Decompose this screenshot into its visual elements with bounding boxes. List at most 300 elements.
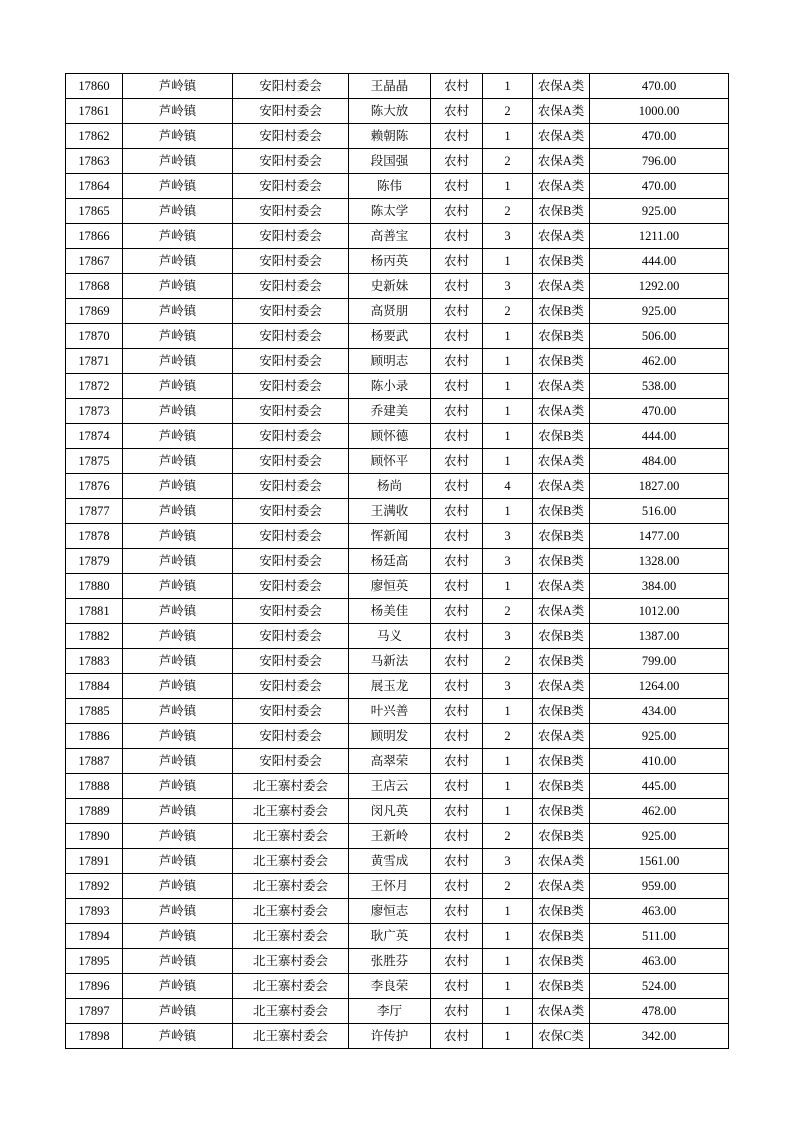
cell-person-name: 王怀月 bbox=[349, 874, 431, 899]
cell-record-id: 17861 bbox=[66, 99, 123, 124]
cell-person-name: 王满收 bbox=[349, 499, 431, 524]
cell-amount: 925.00 bbox=[590, 299, 729, 324]
table-row bbox=[66, 124, 729, 149]
cell-village-committee: 北王寨村委会 bbox=[233, 924, 349, 949]
cell-village-committee: 安阳村委会 bbox=[233, 624, 349, 649]
cell-residence-type: 农村 bbox=[431, 849, 483, 874]
cell-person-count: 1 bbox=[483, 774, 533, 799]
cell-person-name: 陈太学 bbox=[349, 199, 431, 224]
cell-insurance-category: 农保B类 bbox=[533, 749, 590, 774]
cell-village-committee: 北王寨村委会 bbox=[233, 974, 349, 999]
cell-residence-type: 农村 bbox=[431, 399, 483, 424]
cell-amount: 444.00 bbox=[590, 249, 729, 274]
cell-person-count: 1 bbox=[483, 374, 533, 399]
cell-person-name: 顾怀德 bbox=[349, 424, 431, 449]
cell-person-name: 顾明发 bbox=[349, 724, 431, 749]
cell-insurance-category: 农保B类 bbox=[533, 199, 590, 224]
cell-residence-type: 农村 bbox=[431, 474, 483, 499]
cell-person-count: 1 bbox=[483, 249, 533, 274]
cell-person-name: 杨要武 bbox=[349, 324, 431, 349]
cell-record-id: 17882 bbox=[66, 624, 123, 649]
cell-insurance-category: 农保A类 bbox=[533, 149, 590, 174]
table-row bbox=[66, 324, 729, 349]
table-row bbox=[66, 99, 729, 124]
cell-town: 芦岭镇 bbox=[123, 74, 233, 99]
cell-residence-type: 农村 bbox=[431, 574, 483, 599]
cell-amount: 462.00 bbox=[590, 799, 729, 824]
table-row bbox=[66, 624, 729, 649]
cell-person-count: 1 bbox=[483, 574, 533, 599]
cell-village-committee: 北王寨村委会 bbox=[233, 824, 349, 849]
cell-person-count: 1 bbox=[483, 399, 533, 424]
cell-amount: 444.00 bbox=[590, 424, 729, 449]
cell-village-committee: 安阳村委会 bbox=[233, 224, 349, 249]
cell-town: 芦岭镇 bbox=[123, 574, 233, 599]
cell-person-name: 乔建美 bbox=[349, 399, 431, 424]
cell-person-name: 杨美佳 bbox=[349, 599, 431, 624]
cell-insurance-category: 农保B类 bbox=[533, 974, 590, 999]
cell-residence-type: 农村 bbox=[431, 1024, 483, 1049]
cell-town: 芦岭镇 bbox=[123, 499, 233, 524]
cell-record-id: 17888 bbox=[66, 774, 123, 799]
cell-insurance-category: 农保B类 bbox=[533, 899, 590, 924]
cell-person-name: 陈小录 bbox=[349, 374, 431, 399]
cell-person-name: 高善宝 bbox=[349, 224, 431, 249]
cell-amount: 384.00 bbox=[590, 574, 729, 599]
table-row bbox=[66, 424, 729, 449]
cell-town: 芦岭镇 bbox=[123, 799, 233, 824]
cell-residence-type: 农村 bbox=[431, 899, 483, 924]
cell-person-count: 2 bbox=[483, 874, 533, 899]
cell-village-committee: 安阳村委会 bbox=[233, 374, 349, 399]
cell-person-name: 展玉龙 bbox=[349, 674, 431, 699]
cell-person-count: 2 bbox=[483, 724, 533, 749]
table-row bbox=[66, 899, 729, 924]
table-row bbox=[66, 299, 729, 324]
cell-record-id: 17870 bbox=[66, 324, 123, 349]
cell-residence-type: 农村 bbox=[431, 374, 483, 399]
cell-person-name: 廖恒志 bbox=[349, 899, 431, 924]
cell-village-committee: 安阳村委会 bbox=[233, 149, 349, 174]
cell-village-committee: 安阳村委会 bbox=[233, 699, 349, 724]
cell-amount: 538.00 bbox=[590, 374, 729, 399]
cell-town: 芦岭镇 bbox=[123, 1024, 233, 1049]
table-sheet bbox=[65, 73, 728, 1049]
cell-town: 芦岭镇 bbox=[123, 374, 233, 399]
cell-record-id: 17868 bbox=[66, 274, 123, 299]
cell-amount: 511.00 bbox=[590, 924, 729, 949]
cell-insurance-category: 农保B类 bbox=[533, 624, 590, 649]
cell-village-committee: 北王寨村委会 bbox=[233, 774, 349, 799]
cell-town: 芦岭镇 bbox=[123, 949, 233, 974]
cell-person-count: 1 bbox=[483, 424, 533, 449]
cell-town: 芦岭镇 bbox=[123, 599, 233, 624]
cell-insurance-category: 农保B类 bbox=[533, 499, 590, 524]
table-row bbox=[66, 74, 729, 99]
cell-town: 芦岭镇 bbox=[123, 274, 233, 299]
cell-village-committee: 安阳村委会 bbox=[233, 274, 349, 299]
cell-person-count: 2 bbox=[483, 149, 533, 174]
cell-record-id: 17894 bbox=[66, 924, 123, 949]
cell-village-committee: 安阳村委会 bbox=[233, 74, 349, 99]
table-row bbox=[66, 524, 729, 549]
cell-record-id: 17884 bbox=[66, 674, 123, 699]
cell-person-name: 王晶晶 bbox=[349, 74, 431, 99]
table-row bbox=[66, 724, 729, 749]
cell-insurance-category: 农保A类 bbox=[533, 74, 590, 99]
cell-insurance-category: 农保A类 bbox=[533, 224, 590, 249]
table-row bbox=[66, 374, 729, 399]
cell-person-count: 2 bbox=[483, 299, 533, 324]
cell-person-name: 叶兴善 bbox=[349, 699, 431, 724]
cell-person-name: 许传护 bbox=[349, 1024, 431, 1049]
table-row bbox=[66, 149, 729, 174]
cell-insurance-category: 农保B类 bbox=[533, 349, 590, 374]
cell-person-count: 1 bbox=[483, 749, 533, 774]
cell-record-id: 17893 bbox=[66, 899, 123, 924]
cell-record-id: 17878 bbox=[66, 524, 123, 549]
cell-record-id: 17896 bbox=[66, 974, 123, 999]
cell-amount: 506.00 bbox=[590, 324, 729, 349]
cell-amount: 796.00 bbox=[590, 149, 729, 174]
cell-person-count: 1 bbox=[483, 449, 533, 474]
cell-record-id: 17864 bbox=[66, 174, 123, 199]
cell-insurance-category: 农保B类 bbox=[533, 299, 590, 324]
cell-amount: 470.00 bbox=[590, 124, 729, 149]
cell-insurance-category: 农保C类 bbox=[533, 1024, 590, 1049]
table-row bbox=[66, 824, 729, 849]
cell-residence-type: 农村 bbox=[431, 174, 483, 199]
cell-residence-type: 农村 bbox=[431, 549, 483, 574]
cell-village-committee: 安阳村委会 bbox=[233, 349, 349, 374]
cell-record-id: 17887 bbox=[66, 749, 123, 774]
cell-person-name: 李厅 bbox=[349, 999, 431, 1024]
cell-town: 芦岭镇 bbox=[123, 224, 233, 249]
cell-person-count: 1 bbox=[483, 349, 533, 374]
cell-village-committee: 安阳村委会 bbox=[233, 599, 349, 624]
cell-residence-type: 农村 bbox=[431, 274, 483, 299]
cell-record-id: 17876 bbox=[66, 474, 123, 499]
cell-town: 芦岭镇 bbox=[123, 424, 233, 449]
cell-person-count: 1 bbox=[483, 949, 533, 974]
table-row bbox=[66, 674, 729, 699]
cell-record-id: 17875 bbox=[66, 449, 123, 474]
cell-town: 芦岭镇 bbox=[123, 349, 233, 374]
table-row bbox=[66, 699, 729, 724]
cell-person-name: 王新岭 bbox=[349, 824, 431, 849]
cell-person-count: 3 bbox=[483, 224, 533, 249]
cell-person-name: 顾明志 bbox=[349, 349, 431, 374]
cell-amount: 484.00 bbox=[590, 449, 729, 474]
cell-insurance-category: 农保A类 bbox=[533, 274, 590, 299]
cell-amount: 1387.00 bbox=[590, 624, 729, 649]
cell-village-committee: 北王寨村委会 bbox=[233, 799, 349, 824]
cell-record-id: 17898 bbox=[66, 1024, 123, 1049]
cell-village-committee: 北王寨村委会 bbox=[233, 999, 349, 1024]
cell-amount: 463.00 bbox=[590, 949, 729, 974]
cell-record-id: 17885 bbox=[66, 699, 123, 724]
cell-residence-type: 农村 bbox=[431, 924, 483, 949]
table-row bbox=[66, 1024, 729, 1049]
cell-insurance-category: 农保A类 bbox=[533, 124, 590, 149]
cell-amount: 1328.00 bbox=[590, 549, 729, 574]
table-row bbox=[66, 774, 729, 799]
cell-record-id: 17877 bbox=[66, 499, 123, 524]
cell-village-committee: 安阳村委会 bbox=[233, 299, 349, 324]
cell-insurance-category: 农保A类 bbox=[533, 724, 590, 749]
cell-village-committee: 北王寨村委会 bbox=[233, 849, 349, 874]
cell-town: 芦岭镇 bbox=[123, 724, 233, 749]
cell-town: 芦岭镇 bbox=[123, 749, 233, 774]
cell-insurance-category: 农保A类 bbox=[533, 399, 590, 424]
cell-residence-type: 农村 bbox=[431, 249, 483, 274]
cell-person-count: 1 bbox=[483, 174, 533, 199]
table-row bbox=[66, 349, 729, 374]
table-row bbox=[66, 474, 729, 499]
cell-village-committee: 安阳村委会 bbox=[233, 449, 349, 474]
cell-person-name: 李良荣 bbox=[349, 974, 431, 999]
cell-person-count: 1 bbox=[483, 974, 533, 999]
cell-town: 芦岭镇 bbox=[123, 774, 233, 799]
cell-insurance-category: 农保B类 bbox=[533, 249, 590, 274]
cell-record-id: 17897 bbox=[66, 999, 123, 1024]
cell-amount: 1000.00 bbox=[590, 99, 729, 124]
cell-residence-type: 农村 bbox=[431, 749, 483, 774]
cell-record-id: 17892 bbox=[66, 874, 123, 899]
cell-residence-type: 农村 bbox=[431, 224, 483, 249]
cell-residence-type: 农村 bbox=[431, 624, 483, 649]
cell-person-count: 1 bbox=[483, 999, 533, 1024]
cell-person-count: 1 bbox=[483, 74, 533, 99]
cell-town: 芦岭镇 bbox=[123, 299, 233, 324]
table-row bbox=[66, 749, 729, 774]
cell-village-committee: 安阳村委会 bbox=[233, 399, 349, 424]
cell-person-name: 赖朝陈 bbox=[349, 124, 431, 149]
cell-village-committee: 安阳村委会 bbox=[233, 474, 349, 499]
table-row bbox=[66, 849, 729, 874]
cell-amount: 925.00 bbox=[590, 824, 729, 849]
cell-person-count: 2 bbox=[483, 99, 533, 124]
cell-town: 芦岭镇 bbox=[123, 874, 233, 899]
cell-insurance-category: 农保A类 bbox=[533, 849, 590, 874]
cell-insurance-category: 农保B类 bbox=[533, 324, 590, 349]
cell-person-count: 1 bbox=[483, 699, 533, 724]
cell-village-committee: 安阳村委会 bbox=[233, 424, 349, 449]
cell-person-count: 3 bbox=[483, 524, 533, 549]
cell-record-id: 17872 bbox=[66, 374, 123, 399]
cell-residence-type: 农村 bbox=[431, 524, 483, 549]
cell-village-committee: 安阳村委会 bbox=[233, 174, 349, 199]
cell-record-id: 17886 bbox=[66, 724, 123, 749]
cell-village-committee: 安阳村委会 bbox=[233, 324, 349, 349]
cell-village-committee: 安阳村委会 bbox=[233, 99, 349, 124]
cell-person-count: 1 bbox=[483, 899, 533, 924]
cell-person-name: 顾怀平 bbox=[349, 449, 431, 474]
cell-person-name: 黄雪成 bbox=[349, 849, 431, 874]
cell-insurance-category: 农保B类 bbox=[533, 424, 590, 449]
cell-person-count: 3 bbox=[483, 674, 533, 699]
cell-insurance-category: 农保B类 bbox=[533, 949, 590, 974]
cell-village-committee: 北王寨村委会 bbox=[233, 899, 349, 924]
cell-person-count: 2 bbox=[483, 199, 533, 224]
cell-amount: 1477.00 bbox=[590, 524, 729, 549]
cell-insurance-category: 农保A类 bbox=[533, 999, 590, 1024]
cell-residence-type: 农村 bbox=[431, 424, 483, 449]
cell-town: 芦岭镇 bbox=[123, 449, 233, 474]
cell-insurance-category: 农保B类 bbox=[533, 699, 590, 724]
cell-village-committee: 安阳村委会 bbox=[233, 749, 349, 774]
cell-town: 芦岭镇 bbox=[123, 149, 233, 174]
table-row bbox=[66, 199, 729, 224]
cell-town: 芦岭镇 bbox=[123, 999, 233, 1024]
cell-village-committee: 安阳村委会 bbox=[233, 124, 349, 149]
cell-amount: 434.00 bbox=[590, 699, 729, 724]
cell-insurance-category: 农保B类 bbox=[533, 524, 590, 549]
cell-amount: 1292.00 bbox=[590, 274, 729, 299]
cell-amount: 925.00 bbox=[590, 724, 729, 749]
cell-residence-type: 农村 bbox=[431, 199, 483, 224]
cell-record-id: 17863 bbox=[66, 149, 123, 174]
cell-town: 芦岭镇 bbox=[123, 899, 233, 924]
cell-record-id: 17881 bbox=[66, 599, 123, 624]
cell-person-count: 1 bbox=[483, 924, 533, 949]
cell-amount: 1012.00 bbox=[590, 599, 729, 624]
cell-town: 芦岭镇 bbox=[123, 399, 233, 424]
cell-residence-type: 农村 bbox=[431, 699, 483, 724]
cell-insurance-category: 农保A类 bbox=[533, 674, 590, 699]
table-row bbox=[66, 224, 729, 249]
cell-amount: 1561.00 bbox=[590, 849, 729, 874]
cell-amount: 524.00 bbox=[590, 974, 729, 999]
cell-amount: 470.00 bbox=[590, 174, 729, 199]
cell-amount: 799.00 bbox=[590, 649, 729, 674]
cell-person-count: 1 bbox=[483, 499, 533, 524]
cell-village-committee: 北王寨村委会 bbox=[233, 949, 349, 974]
cell-town: 芦岭镇 bbox=[123, 824, 233, 849]
cell-person-name: 高贤朋 bbox=[349, 299, 431, 324]
cell-insurance-category: 农保A类 bbox=[533, 99, 590, 124]
cell-person-count: 1 bbox=[483, 324, 533, 349]
cell-residence-type: 农村 bbox=[431, 799, 483, 824]
cell-village-committee: 北王寨村委会 bbox=[233, 874, 349, 899]
cell-record-id: 17880 bbox=[66, 574, 123, 599]
cell-person-count: 3 bbox=[483, 274, 533, 299]
cell-record-id: 17867 bbox=[66, 249, 123, 274]
cell-town: 芦岭镇 bbox=[123, 99, 233, 124]
cell-residence-type: 农村 bbox=[431, 124, 483, 149]
cell-insurance-category: 农保B类 bbox=[533, 649, 590, 674]
cell-residence-type: 农村 bbox=[431, 449, 483, 474]
cell-residence-type: 农村 bbox=[431, 999, 483, 1024]
cell-record-id: 17889 bbox=[66, 799, 123, 824]
cell-person-count: 3 bbox=[483, 549, 533, 574]
cell-residence-type: 农村 bbox=[431, 974, 483, 999]
cell-residence-type: 农村 bbox=[431, 649, 483, 674]
cell-town: 芦岭镇 bbox=[123, 849, 233, 874]
cell-insurance-category: 农保A类 bbox=[533, 449, 590, 474]
table-row bbox=[66, 649, 729, 674]
cell-residence-type: 农村 bbox=[431, 599, 483, 624]
cell-record-id: 17866 bbox=[66, 224, 123, 249]
cell-person-count: 1 bbox=[483, 1024, 533, 1049]
cell-village-committee: 安阳村委会 bbox=[233, 549, 349, 574]
cell-amount: 342.00 bbox=[590, 1024, 729, 1049]
cell-person-name: 杨尚 bbox=[349, 474, 431, 499]
cell-residence-type: 农村 bbox=[431, 874, 483, 899]
benefits-table bbox=[65, 73, 729, 1049]
cell-person-name: 耿广英 bbox=[349, 924, 431, 949]
cell-record-id: 17879 bbox=[66, 549, 123, 574]
cell-amount: 410.00 bbox=[590, 749, 729, 774]
table-row bbox=[66, 949, 729, 974]
cell-insurance-category: 农保A类 bbox=[533, 599, 590, 624]
cell-amount: 959.00 bbox=[590, 874, 729, 899]
cell-town: 芦岭镇 bbox=[123, 324, 233, 349]
cell-town: 芦岭镇 bbox=[123, 624, 233, 649]
table-row bbox=[66, 924, 729, 949]
cell-amount: 478.00 bbox=[590, 999, 729, 1024]
cell-record-id: 17883 bbox=[66, 649, 123, 674]
cell-insurance-category: 农保B类 bbox=[533, 549, 590, 574]
cell-insurance-category: 农保B类 bbox=[533, 924, 590, 949]
cell-town: 芦岭镇 bbox=[123, 524, 233, 549]
table-row bbox=[66, 249, 729, 274]
cell-person-name: 闵凡英 bbox=[349, 799, 431, 824]
cell-record-id: 17871 bbox=[66, 349, 123, 374]
cell-insurance-category: 农保B类 bbox=[533, 799, 590, 824]
cell-insurance-category: 农保B类 bbox=[533, 824, 590, 849]
cell-person-count: 2 bbox=[483, 599, 533, 624]
cell-village-committee: 安阳村委会 bbox=[233, 724, 349, 749]
cell-record-id: 17873 bbox=[66, 399, 123, 424]
cell-village-committee: 安阳村委会 bbox=[233, 199, 349, 224]
cell-town: 芦岭镇 bbox=[123, 974, 233, 999]
cell-residence-type: 农村 bbox=[431, 324, 483, 349]
cell-person-name: 史新妹 bbox=[349, 274, 431, 299]
cell-insurance-category: 农保A类 bbox=[533, 374, 590, 399]
cell-person-name: 张胜芬 bbox=[349, 949, 431, 974]
cell-amount: 1264.00 bbox=[590, 674, 729, 699]
cell-amount: 470.00 bbox=[590, 399, 729, 424]
cell-residence-type: 农村 bbox=[431, 674, 483, 699]
cell-amount: 1211.00 bbox=[590, 224, 729, 249]
cell-person-name: 高翠荣 bbox=[349, 749, 431, 774]
cell-town: 芦岭镇 bbox=[123, 124, 233, 149]
cell-person-name: 王店云 bbox=[349, 774, 431, 799]
cell-village-committee: 安阳村委会 bbox=[233, 649, 349, 674]
cell-residence-type: 农村 bbox=[431, 149, 483, 174]
cell-insurance-category: 农保B类 bbox=[533, 774, 590, 799]
cell-record-id: 17869 bbox=[66, 299, 123, 324]
cell-record-id: 17874 bbox=[66, 424, 123, 449]
cell-person-count: 3 bbox=[483, 624, 533, 649]
cell-person-name: 段国强 bbox=[349, 149, 431, 174]
cell-residence-type: 农村 bbox=[431, 74, 483, 99]
table-body bbox=[66, 74, 729, 1049]
cell-residence-type: 农村 bbox=[431, 724, 483, 749]
cell-person-name: 廖恒英 bbox=[349, 574, 431, 599]
cell-amount: 445.00 bbox=[590, 774, 729, 799]
table-row bbox=[66, 874, 729, 899]
table-row bbox=[66, 974, 729, 999]
table-row bbox=[66, 599, 729, 624]
cell-amount: 462.00 bbox=[590, 349, 729, 374]
table-row bbox=[66, 399, 729, 424]
cell-person-name: 陈大放 bbox=[349, 99, 431, 124]
table-row bbox=[66, 999, 729, 1024]
cell-person-name: 马义 bbox=[349, 624, 431, 649]
cell-residence-type: 农村 bbox=[431, 299, 483, 324]
